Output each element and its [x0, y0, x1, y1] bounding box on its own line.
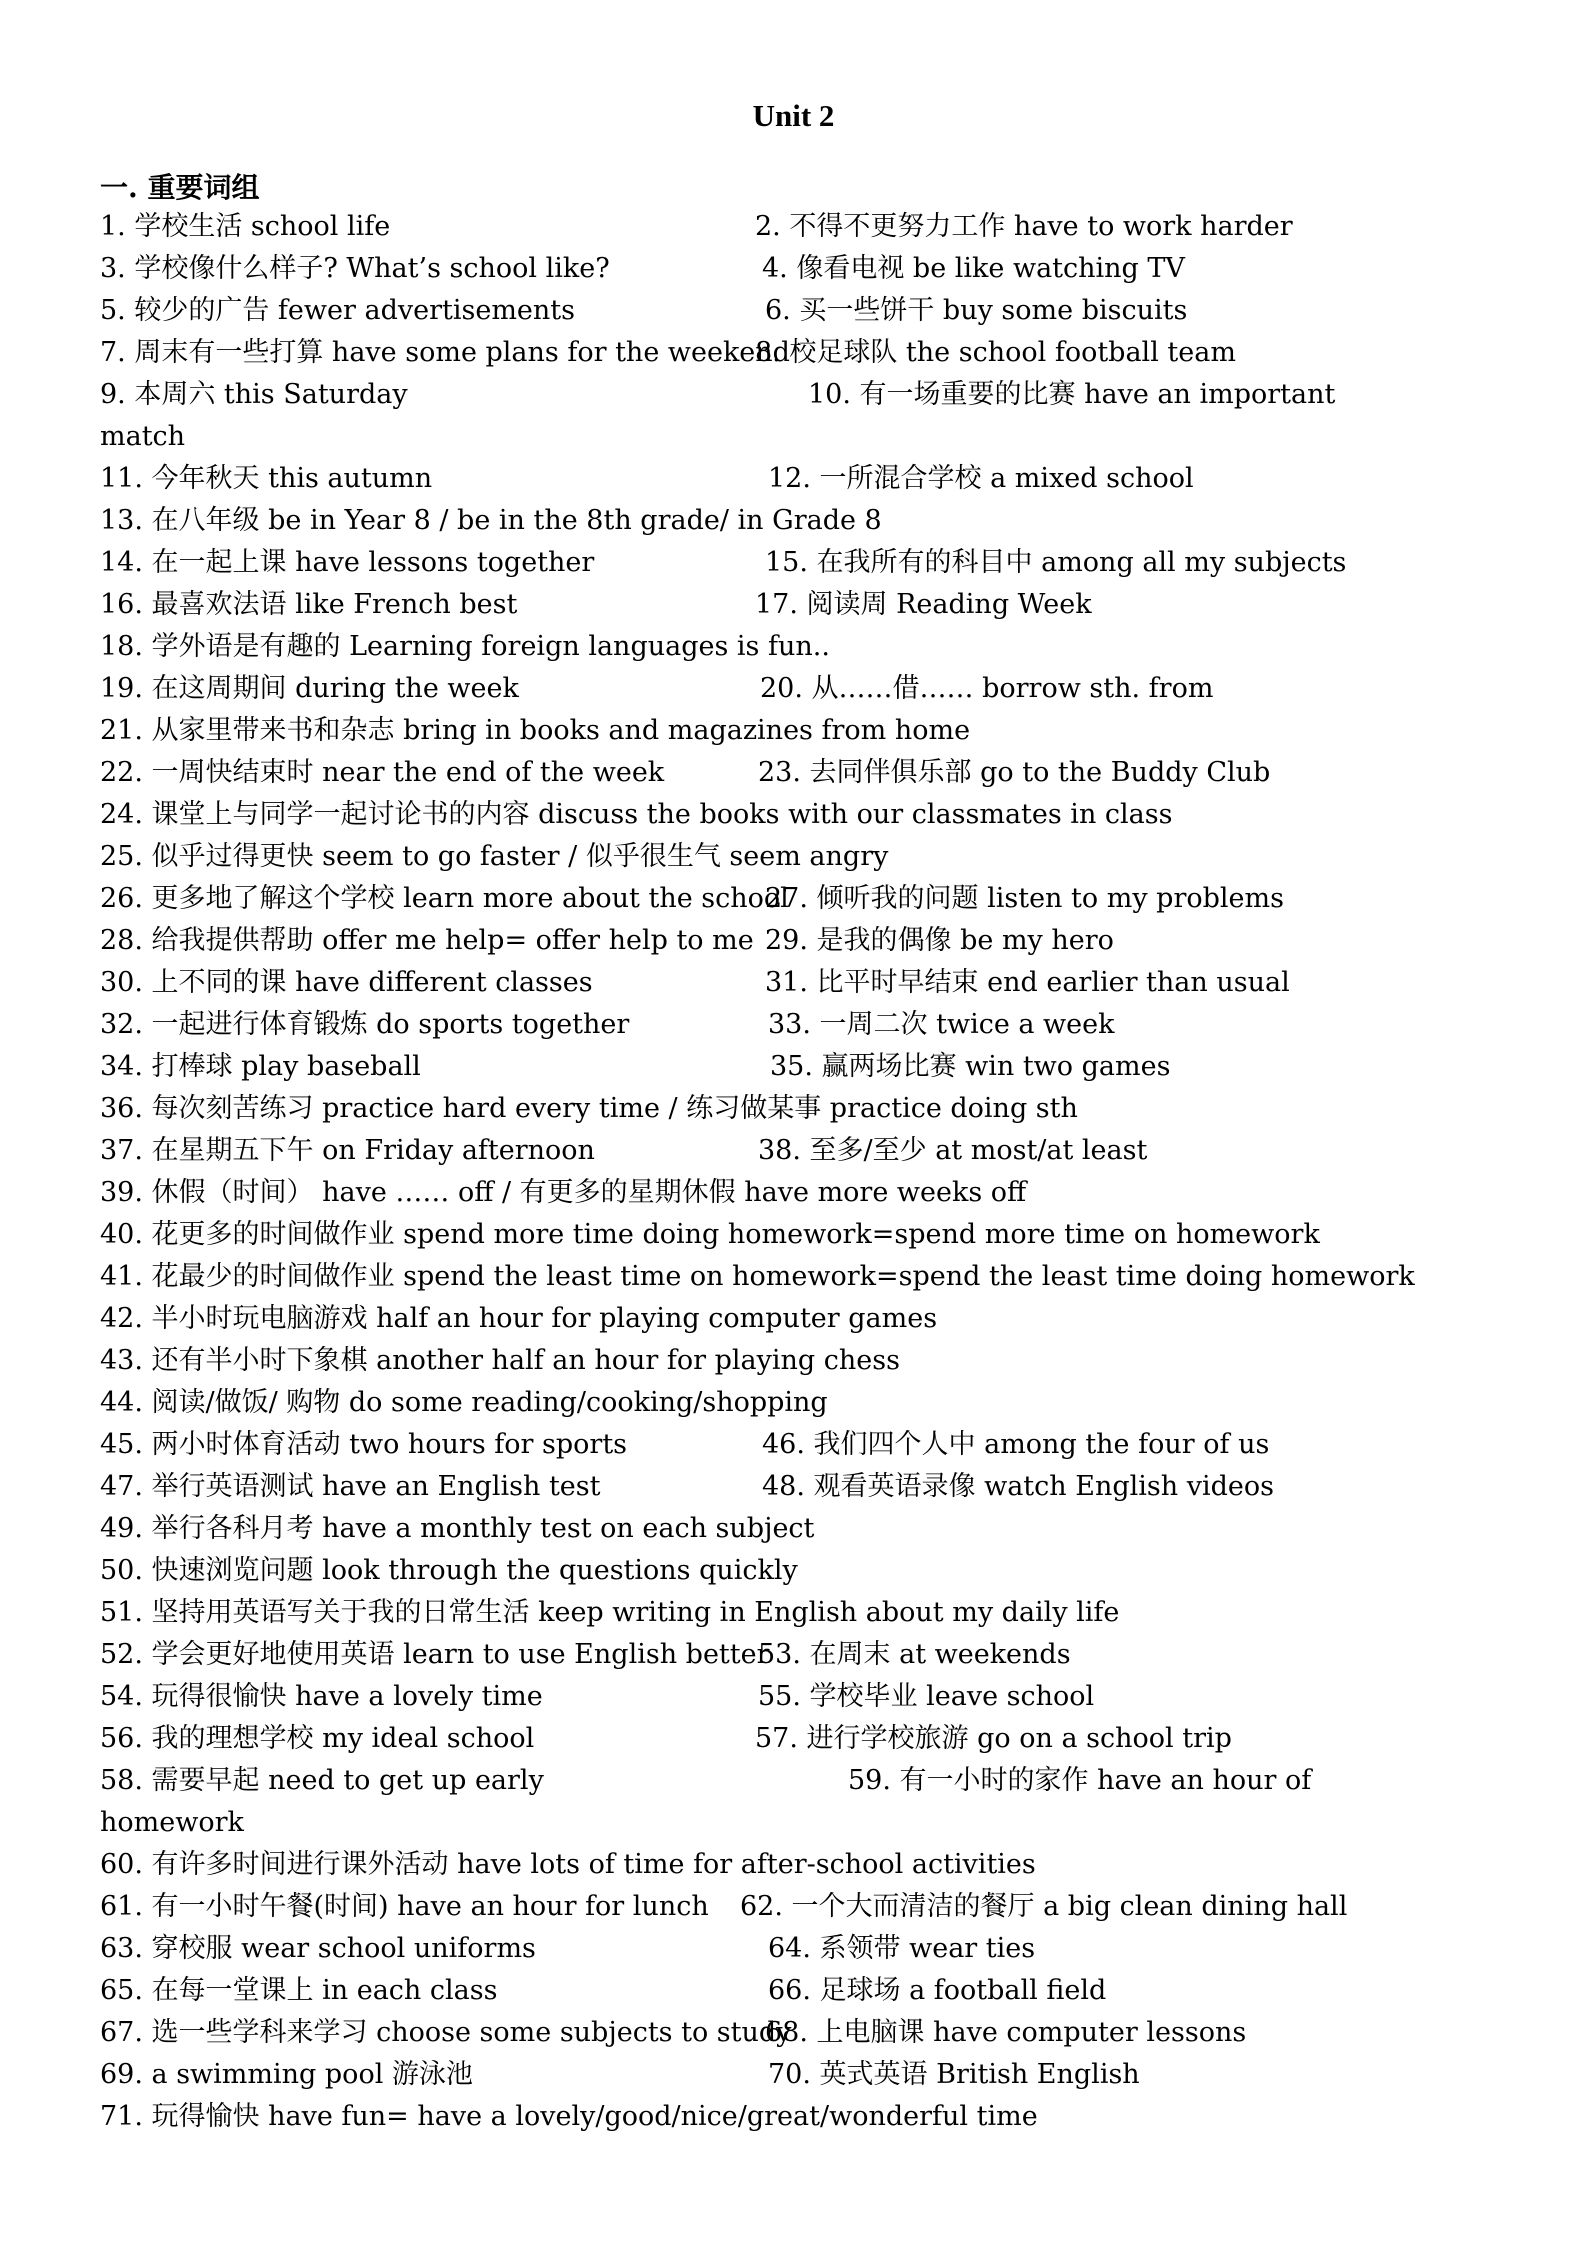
phrase-entry: 34. 打棒球 play baseball — [100, 1051, 421, 1082]
phrase-entry: 49. 举行各科月考 have a monthly test on each subject — [100, 1513, 815, 1544]
phrase-row — [100, 962, 1505, 1004]
phrase-entry: 38. 至多/至少 at most/at least — [758, 1135, 1148, 1166]
phrase-entry: 33. 一周二次 twice a week — [768, 1009, 1115, 1040]
phrase-entry: 58. 需要早起 need to get up early — [100, 1765, 544, 1796]
phrase-row — [100, 1760, 1505, 1802]
phrase-entry: 21. 从家里带来书和杂志 bring in books and magazines from home — [100, 715, 971, 746]
phrase-entry: 10. 有一场重要的比赛 have an important — [808, 379, 1336, 410]
phrase-row — [100, 1424, 1505, 1466]
phrase-row — [100, 1004, 1505, 1046]
phrase-entry: 17. 阅读周 Reading Week — [755, 589, 1092, 620]
phrase-entry: 55. 学校毕业 leave school — [758, 1681, 1095, 1712]
phrase-entry: 52. 学会更好地使用英语 learn to use English better — [100, 1639, 770, 1670]
page-title: Unit 2 — [752, 98, 835, 133]
phrase-entry: 32. 一起进行体育锻炼 do sports together — [100, 1009, 630, 1040]
phrase-row — [100, 206, 1505, 248]
phrase-entry: 45. 两小时体育活动 two hours for sports — [100, 1429, 628, 1460]
phrase-entry: 68. 上电脑课 have computer lessons — [765, 2017, 1247, 2048]
phrase-entry: 11. 今年秋天 this autumn — [100, 463, 433, 494]
phrase-entry: 2. 不得不更努力工作 have to work harder — [755, 211, 1293, 242]
phrase-row — [100, 1466, 1505, 1508]
phrase-entry: 9. 本周六 this Saturday — [100, 379, 408, 410]
phrase-entry: 3. 学校像什么样子? What’s school like? — [100, 253, 610, 284]
phrase-entry: 27. 倾听我的问题 listen to my problems — [765, 883, 1284, 914]
phrase-row — [100, 710, 1505, 752]
phrase-entry: 35. 赢两场比赛 win two games — [770, 1051, 1171, 1082]
phrase-row — [100, 1676, 1505, 1718]
phrase-row — [100, 1214, 1505, 1256]
phrase-entry: 67. 选一些学科来学习 choose some subjects to study — [100, 2017, 792, 2048]
phrase-row — [100, 1130, 1505, 1172]
phrase-row — [100, 416, 1505, 458]
phrase-entry: 4. 像看电视 be like watching TV — [762, 253, 1185, 284]
phrase-entry: 71. 玩得愉快 have fun= have a lovely/good/nice/great/wonderful time — [100, 2101, 1038, 2132]
phrase-entry: 63. 穿校服 wear school uniforms — [100, 1933, 536, 1964]
phrase-entry: 23. 去同伴俱乐部 go to the Buddy Club — [758, 757, 1271, 788]
phrase-entry: 66. 足球场 a football field — [768, 1975, 1107, 2006]
phrase-row — [100, 1088, 1505, 1130]
phrase-entry: match — [100, 421, 186, 452]
phrase-entry: 14. 在一起上课 have lessons together — [100, 547, 595, 578]
phrase-entry: 65. 在每一堂课上 in each class — [100, 1975, 498, 2006]
phrase-entry: 37. 在星期五下午 on Friday afternoon — [100, 1135, 595, 1166]
phrase-entry: 13. 在八年级 be in Year 8 / be in the 8th grade/ in Grade 8 — [100, 505, 882, 536]
phrase-row — [100, 458, 1505, 500]
phrase-entry: 70. 英式英语 British English — [768, 2059, 1140, 2090]
phrase-row — [100, 920, 1505, 962]
phrase-entry: 59. 有一小时的家作 have an hour of — [848, 1765, 1312, 1796]
phrase-row — [100, 1718, 1505, 1760]
phrase-row — [100, 1340, 1505, 1382]
phrase-row — [100, 374, 1505, 416]
phrase-entry: 20. 从……借…… borrow sth. from — [760, 673, 1214, 704]
phrase-row — [100, 1592, 1505, 1634]
phrase-row — [100, 1508, 1505, 1550]
phrase-row — [100, 794, 1505, 836]
phrase-entry: 64. 系领带 wear ties — [768, 1933, 1036, 1964]
phrase-entry: 29. 是我的偶像 be my hero — [765, 925, 1114, 956]
phrase-row — [100, 290, 1505, 332]
phrase-list — [100, 206, 1505, 2138]
phrase-row — [100, 332, 1505, 374]
phrase-entry: 39. 休假（时间） have …… off / 有更多的星期休假 have more weeks off — [100, 1177, 1027, 1208]
phrase-row — [100, 878, 1505, 920]
phrase-entry: 25. 似乎过得更快 seem to go faster / 似乎很生气 seem angry — [100, 841, 889, 872]
phrase-entry: 41. 花最少的时间做作业 spend the least time on homework=spend the least time doing homework — [100, 1261, 1415, 1292]
phrase-entry: 24. 课堂上与同学一起讨论书的内容 discuss the books with our classmates in class — [100, 799, 1173, 830]
phrase-entry: 54. 玩得很愉快 have a lovely time — [100, 1681, 543, 1712]
phrase-row — [100, 248, 1505, 290]
phrase-entry: 53. 在周末 at weekends — [758, 1639, 1071, 1670]
phrase-row — [100, 1172, 1505, 1214]
phrase-entry: 43. 还有半小时下象棋 another half an hour for playing chess — [100, 1345, 900, 1376]
phrase-row — [100, 2012, 1505, 2054]
phrase-row — [100, 1928, 1505, 1970]
section-heading: 一. 重要词组 — [100, 171, 260, 204]
phrase-entry: 60. 有许多时间进行课外活动 have lots of time for after-school activities — [100, 1849, 1036, 1880]
phrase-entry: 1. 学校生活 school life — [100, 211, 391, 242]
phrase-entry: 28. 给我提供帮助 offer me help= offer help to me — [100, 925, 754, 956]
phrase-entry: 69. a swimming pool 游泳池 — [100, 2059, 473, 2090]
phrase-row — [100, 752, 1505, 794]
phrase-row — [100, 2054, 1505, 2096]
phrase-entry: 56. 我的理想学校 my ideal school — [100, 1723, 535, 1754]
phrase-row — [100, 1634, 1505, 1676]
phrase-entry: 18. 学外语是有趣的 Learning foreign languages is fun.. — [100, 631, 830, 662]
phrase-entry: 50. 快速浏览问题 look through the questions quickly — [100, 1555, 798, 1586]
phrase-row — [100, 1298, 1505, 1340]
phrase-row — [100, 500, 1505, 542]
phrase-entry: homework — [100, 1807, 244, 1838]
phrase-row — [100, 1256, 1505, 1298]
phrase-row — [100, 1046, 1505, 1088]
phrase-row — [100, 1970, 1505, 2012]
phrase-entry: 15. 在我所有的科目中 among all my subjects — [765, 547, 1347, 578]
phrase-row — [100, 1844, 1505, 1886]
phrase-entry: 61. 有一小时午餐(时间) have an hour for lunch — [100, 1891, 709, 1922]
phrase-row — [100, 1550, 1505, 1592]
phrase-entry: 5. 较少的广告 fewer advertisements — [100, 295, 575, 326]
phrase-row — [100, 1802, 1505, 1844]
phrase-entry: 40. 花更多的时间做作业 spend more time doing homework=spend more time on homework — [100, 1219, 1320, 1250]
phrase-row — [100, 2096, 1505, 2138]
phrase-row — [100, 1382, 1505, 1424]
phrase-row — [100, 542, 1505, 584]
phrase-row — [100, 668, 1505, 710]
phrase-entry: 51. 坚持用英语写关于我的日常生活 keep writing in English about my daily life — [100, 1597, 1120, 1628]
phrase-entry: 57. 进行学校旅游 go on a school trip — [755, 1723, 1232, 1754]
phrase-entry: 6. 买一些饼干 buy some biscuits — [765, 295, 1188, 326]
phrase-entry: 47. 举行英语测试 have an English test — [100, 1471, 601, 1502]
phrase-entry: 62. 一个大而清洁的餐厅 a big clean dining hall — [740, 1891, 1348, 1922]
phrase-row — [100, 626, 1505, 668]
phrase-row — [100, 1886, 1505, 1928]
phrase-entry: 42. 半小时玩电脑游戏 half an hour for playing computer games — [100, 1303, 938, 1334]
phrase-entry: 7. 周末有一些打算 have some plans for the weekend — [100, 337, 790, 368]
phrase-entry: 36. 每次刻苦练习 practice hard every time / 练习做某事 practice doing sth — [100, 1093, 1078, 1124]
phrase-entry: 19. 在这周期间 during the week — [100, 673, 519, 704]
phrase-entry: 16. 最喜欢法语 like French best — [100, 589, 518, 620]
phrase-entry: 31. 比平时早结束 end earlier than usual — [765, 967, 1290, 998]
phrase-row — [100, 836, 1505, 878]
phrase-entry: 12. 一所混合学校 a mixed school — [768, 463, 1194, 494]
phrase-entry: 22. 一周快结束时 near the end of the week — [100, 757, 665, 788]
phrase-entry: 26. 更多地了解这个学校 learn more about the school — [100, 883, 789, 914]
phrase-entry: 48. 观看英语录像 watch English videos — [762, 1471, 1274, 1502]
phrase-entry: 30. 上不同的课 have different classes — [100, 967, 593, 998]
phrase-entry: 44. 阅读/做饭/ 购物 do some reading/cooking/shopping — [100, 1387, 828, 1418]
phrase-row — [100, 584, 1505, 626]
phrase-entry: 8. 校足球队 the school football team — [755, 337, 1236, 368]
phrase-entry: 46. 我们四个人中 among the four of us — [762, 1429, 1270, 1460]
